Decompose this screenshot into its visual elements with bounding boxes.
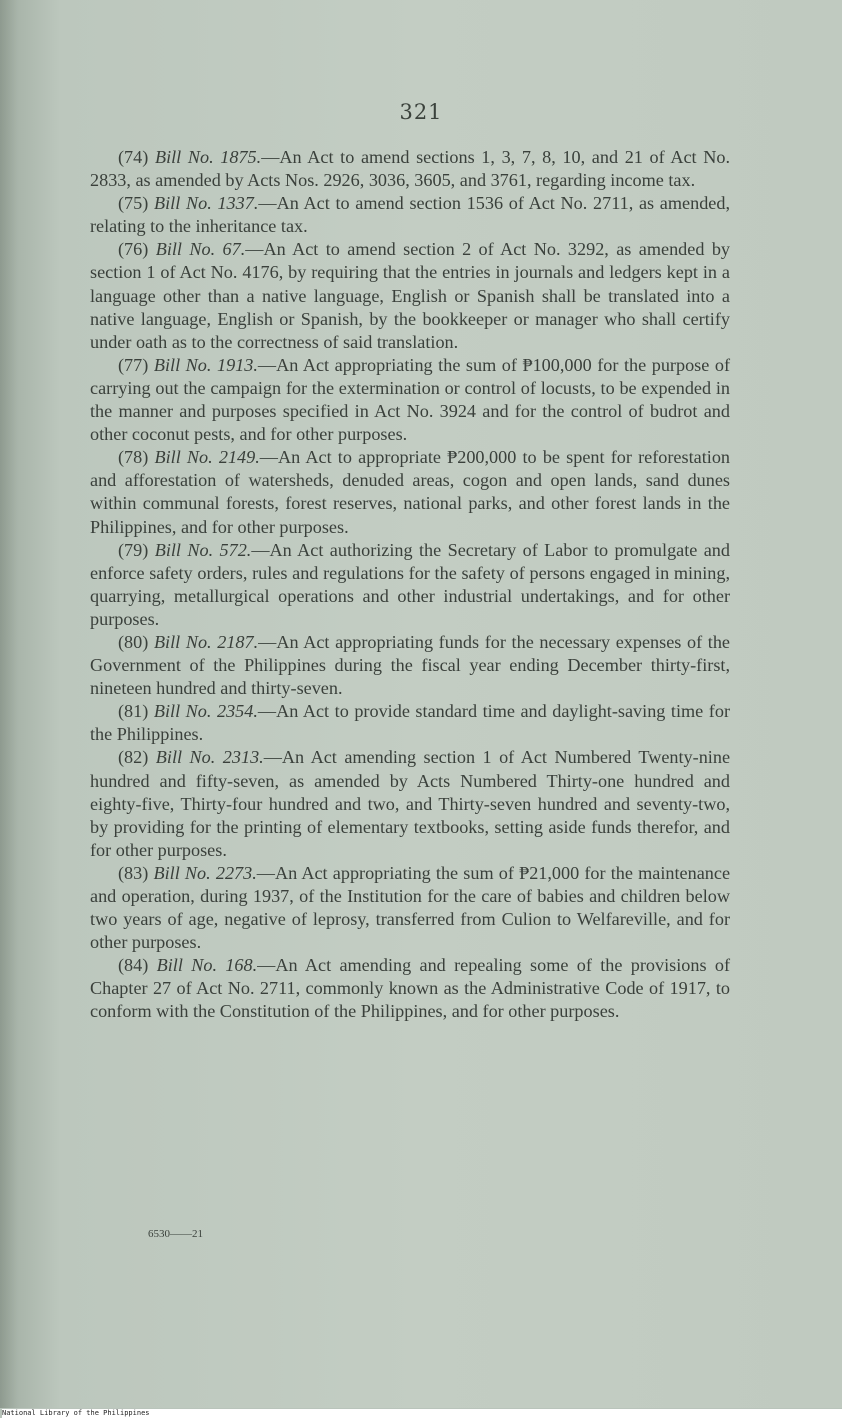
bill-number: Bill No. 2149. xyxy=(154,447,260,468)
entry-number: (79) xyxy=(118,539,149,560)
list-item xyxy=(90,746,730,861)
bill-list xyxy=(90,146,730,1024)
bill-number: Bill No. 2313. xyxy=(155,747,264,768)
entry-text: —An Act authorizing the Secretary of Labor to promulgate and enforce safety orders, rules and regulations for the safety of persons engaged in mining, quarrying, metallurgical operations and other industrial undertakings, and for other purposes. xyxy=(90,539,730,629)
entry-number: (76) xyxy=(118,239,149,260)
library-credit: National Library of the Philippines xyxy=(2,1409,842,1418)
entry-text: —An Act appropriating funds for the necessary expenses of the Government of the Philippines during the fiscal year ending December thirty-first, nineteen hundred and thirty-seven. xyxy=(90,631,730,699)
entry-text: —An Act amending section 1 of Act Numbered Twenty-nine hundred and fifty-seven, as amended by Acts Numbered Thirty-one hundred and eighty-five, Thirty-four hundred and two, and Thirty-seven hundred and seventy-two, by providing for the printing of elementary textbooks, setting aside funds therefor, and for other purposes. xyxy=(90,747,731,860)
bill-number: Bill No. 2273. xyxy=(153,862,257,883)
list-item xyxy=(90,862,730,954)
bill-number: Bill No. 1337. xyxy=(154,193,259,214)
bill-number: Bill No. 67. xyxy=(155,239,246,260)
bill-number: Bill No. 1875. xyxy=(154,147,262,167)
list-item xyxy=(90,539,730,631)
list-item xyxy=(90,146,730,192)
list-item xyxy=(90,700,730,746)
bill-number: Bill No. 2187. xyxy=(153,631,259,652)
entry-number: (80) xyxy=(118,631,149,652)
list-item xyxy=(90,631,730,700)
entry-number: (78) xyxy=(118,447,149,468)
list-item xyxy=(90,446,730,538)
printer-signature: 6530——21 xyxy=(148,1228,203,1240)
entry-text: —An Act to amend section 1536 of Act No. 2711, as amended, relating to the inheritance tax. xyxy=(90,193,730,237)
page-number: 321 xyxy=(399,100,443,124)
entry-number: (75) xyxy=(118,193,149,214)
entry-number: (81) xyxy=(118,701,149,722)
bill-number: Bill No. 572. xyxy=(154,539,252,560)
entry-text: —An Act to appropriate ₱200,000 to be spent for reforestation and afforestation of watersheds, denuded areas, cogon and open lands, sand dunes within communal forests, forest reserves, national parks, and other forest lands in the Philippines, and for other purposes. xyxy=(90,447,731,537)
bill-number: Bill No. 1913. xyxy=(153,354,258,375)
entry-text: —An Act appropriating the sum of ₱100,000 for the purpose of carrying out the campaign for the extermination or control of locusts, to be expended in the manner and purposes specified in Act No. 3924 and for the control of budrot and other coconut pests, and for other purposes. xyxy=(90,354,731,445)
list-item xyxy=(90,954,730,1023)
entry-number: (74) xyxy=(118,147,149,167)
entry-number: (84) xyxy=(118,955,149,976)
bill-number: Bill No. 168. xyxy=(156,955,258,976)
entry-number: (83) xyxy=(118,862,149,883)
bill-number: Bill No. 2354. xyxy=(153,701,258,722)
entry-text: —An Act to amend section 2 of Act No. 3292, as amended by section 1 of Act No. 4176, by requiring that the entries in journals and ledgers kept in a language other than a native language, English or Spanish shall be translated into a native language, English or Spanish, by the bookkeeper or manager who shall certify under oath as to the correctness of said translation. xyxy=(90,239,731,352)
list-item xyxy=(90,192,730,238)
list-item xyxy=(90,238,730,353)
entry-number: (82) xyxy=(118,747,149,768)
entry-text: —An Act appropriating the sum of ₱21,000 for the maintenance and operation, during 1937, of the Institution for the care of babies and children below two years of age, negative of leprosy, transferred from Culion to Welfareville, and for other purposes. xyxy=(90,862,731,953)
entry-number: (77) xyxy=(118,354,149,375)
entry-text: —An Act amending and repealing some of the provisions of Chapter 27 of Act No. 2711, commonly known as the Administrative Code of 1917, to conform with the Constitution of the Philippines, and for other purposes. xyxy=(90,955,731,1022)
entry-text: —An Act to provide standard time and daylight-saving time for the Philippines. xyxy=(90,701,731,745)
list-item xyxy=(90,354,730,446)
entry-text: —An Act to amend sections 1, 3, 7, 8, 10, and 21 of Act No. 2833, as amended by Acts Nos. 2926, 3036, 3605, and 3761, regarding income tax. xyxy=(90,147,730,191)
